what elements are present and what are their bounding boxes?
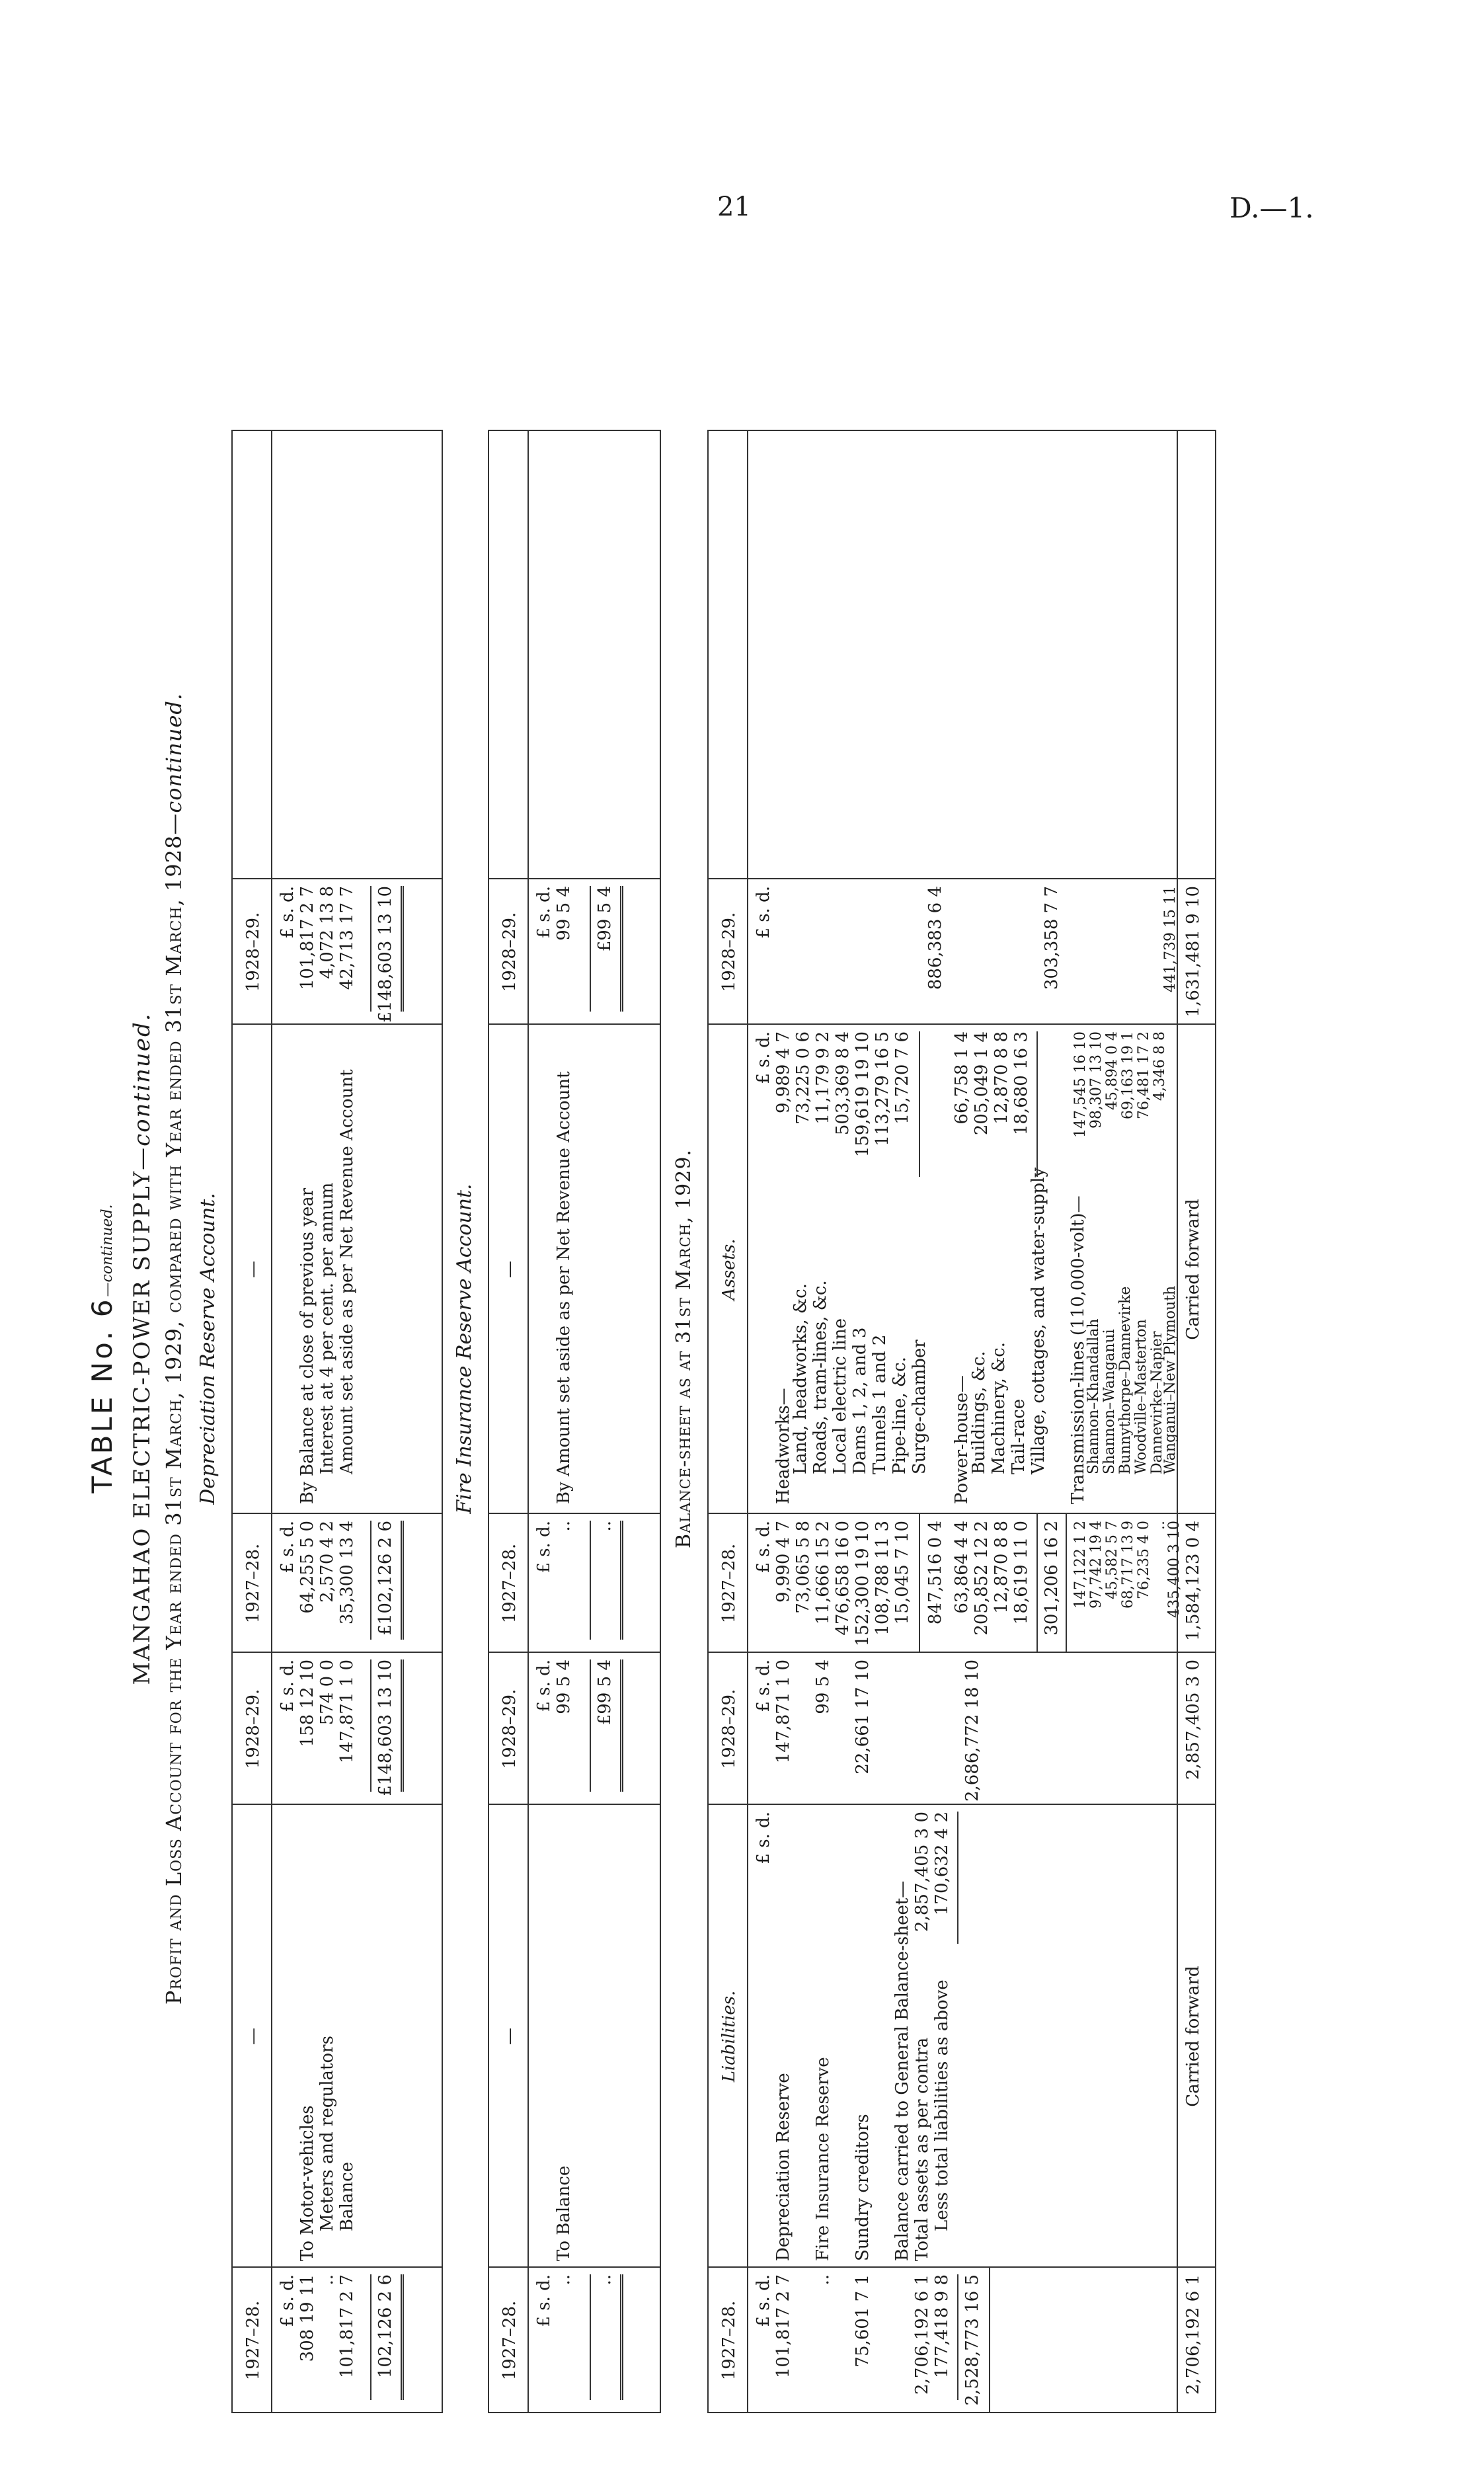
ph-prev-1: 63,864 4 4 xyxy=(952,1521,972,1614)
hw-label-3: Local electric line xyxy=(830,1318,850,1474)
dep-left-total-prev: 102,126 2 6 xyxy=(375,2274,395,2379)
liab-label-3: Sundry creditors xyxy=(853,2114,873,2261)
dep-right-label-2: Interest at 4 per cent. per annum xyxy=(317,1182,337,1474)
dep-right-prev-3: 35,300 13 4 xyxy=(337,1521,357,1625)
tl-label-1: Shannon–Khandallah xyxy=(1085,1318,1102,1474)
ph-prev-4: 18,619 11 0 xyxy=(1011,1521,1031,1625)
balance-carried-label: Balance carried to General Balance-sheet— xyxy=(892,1880,912,2261)
dep-right-curr-2: 4,072 13 8 xyxy=(317,886,337,979)
fire-right-total-prev: .. xyxy=(595,1521,615,1532)
tl-prev-3: 45,582 5 7 xyxy=(1104,1521,1120,1599)
liab-total-curr: 2,857,405 3 0 xyxy=(1183,1659,1203,1780)
total-assets-label: Total assets as per contra xyxy=(912,2037,932,2261)
dep-left-label-3: Balance xyxy=(337,2161,357,2231)
bs-liab-col-prev: 1927–28. xyxy=(719,2300,739,2381)
tl-curr-1: 147,545 16 10 xyxy=(1072,1031,1089,1138)
tl-label-2: Shannon–Wanganui xyxy=(1101,1329,1118,1474)
less-liabilities-label: Less total liabilities as above xyxy=(932,1979,952,2231)
tl-label-4: Woodville–Masterton xyxy=(1133,1319,1150,1474)
hw-prev-2: 73,065 5 8 xyxy=(793,1521,813,1614)
tl-curr-5: 76,481 17 2 xyxy=(1136,1031,1152,1119)
bs-asset-col-prev: 1927–28. xyxy=(719,1543,739,1624)
report-heading: MANGAHAO ELECTRIC-POWER SUPPLY—continued. xyxy=(129,1012,155,1685)
fire-right-label: By Amount set aside as per Net Revenue Account xyxy=(554,1071,574,1504)
fire-right-col-prev: 1927–28. xyxy=(500,1543,520,1624)
lsd-header: £ s. d. xyxy=(754,1812,773,1864)
liab-curr-2: 99 5 4 xyxy=(813,1659,833,1714)
liab-total-prev: 2,706,192 6 1 xyxy=(1183,2274,1203,2395)
fire-left-col-curr: 1928–29. xyxy=(500,1689,520,1769)
dep-right-total-prev: £102,126 2 6 xyxy=(375,1521,395,1636)
liab-curr-1: 147,871 1 0 xyxy=(773,1659,793,1764)
dep-left-prev-2: .. xyxy=(317,2274,337,2286)
dep-right-prev-1: 64,255 5 0 xyxy=(297,1521,317,1614)
liabilities-heading: Liabilities. xyxy=(719,1990,739,2083)
dep-right-col-prev: 1927–28. xyxy=(243,1543,263,1624)
hw-curr-3: 11,179 9 2 xyxy=(813,1031,833,1125)
bs-asset-col-curr: 1928–29. xyxy=(719,912,739,992)
lsd-header: £ s. d. xyxy=(754,1031,773,1084)
dep-left-curr-2: 574 0 0 xyxy=(317,1659,337,1726)
lsd-header: £ s. d. xyxy=(278,2274,297,2327)
fire-left-curr: 99 5 4 xyxy=(554,1659,574,1714)
assets-total-prev: 1,584,123 0 4 xyxy=(1183,1521,1203,1641)
dep-right-prev-2: 2,570 4 2 xyxy=(317,1521,337,1603)
dep-right-dash: — xyxy=(243,1261,263,1278)
dep-right-curr-1: 101,817 2 7 xyxy=(297,886,317,990)
lsd-header: £ s. d. xyxy=(534,1521,554,1574)
liab-prev-1: 101,817 2 7 xyxy=(773,2274,793,2379)
net-balance-curr: 2,686,772 18 10 xyxy=(962,1659,982,1802)
hw-prev-4: 476,658 16 0 xyxy=(833,1521,853,1636)
transmission-total-prev: 435,400 3 10 xyxy=(1166,1521,1183,1618)
dep-left-curr-1: 158 12 10 xyxy=(297,1659,317,1747)
tl-curr-6: 4,346 8 8 xyxy=(1152,1031,1168,1101)
powerhouse-title: Power-house— xyxy=(952,1375,972,1504)
ph-label-2: Machinery, &c. xyxy=(989,1341,1009,1474)
hw-prev-3: 11,666 15 2 xyxy=(813,1521,833,1625)
ph-curr-2: 205,049 1 4 xyxy=(972,1031,992,1136)
lsd-header: £ s. d. xyxy=(278,886,297,939)
liab-prev-2: .. xyxy=(813,2274,833,2286)
fire-insurance-title: Fire Insurance Reserve Account. xyxy=(453,1183,476,1514)
dep-left-col-prev: 1927–28. xyxy=(243,2300,263,2381)
tl-label-5: Dannevirke–Napier xyxy=(1149,1331,1165,1474)
balance-sheet-title: Balance-sheet as at 31st March, 1929. xyxy=(672,1149,695,1548)
hw-prev-5: 152,300 19 10 xyxy=(853,1521,873,1647)
total-assets-inner: 2,857,405 3 0 xyxy=(912,1812,932,1932)
ph-prev-2: 205,852 12 2 xyxy=(972,1521,992,1636)
dep-left-col-curr: 1928–29. xyxy=(243,1689,263,1769)
bs-liab-col-curr: 1928–29. xyxy=(719,1689,739,1769)
ph-curr-1: 66,758 1 4 xyxy=(952,1031,972,1125)
hw-label-7: Surge-chamber xyxy=(910,1339,929,1474)
lsd-header: £ s. d. xyxy=(754,2274,773,2327)
less-liabilities-prev: 177,418 9 8 xyxy=(932,2274,952,2379)
net-balance-prev: 2,528,773 16 5 xyxy=(962,2274,982,2406)
hw-curr-1: 9,989 4 7 xyxy=(773,1031,793,1114)
powerhouse-total-curr: 303,358 7 7 xyxy=(1042,886,1062,990)
hw-label-2: Roads, tram-lines, &c. xyxy=(810,1280,830,1474)
table-number: TABLE No. 6—continued. xyxy=(86,1204,118,1494)
hw-curr-6: 113,279 16 5 xyxy=(873,1031,892,1146)
document-reference: D.—1. xyxy=(1230,192,1314,224)
fire-left-label: To Balance xyxy=(554,2165,574,2261)
fire-right-total-curr: £99 5 4 xyxy=(595,886,615,952)
dep-right-col-curr: 1928–29. xyxy=(243,912,263,992)
less-liabilities-inner: 170,632 4 2 xyxy=(932,1812,952,1916)
fire-right-prev: .. xyxy=(554,1521,574,1532)
tl-label-3: Bunnythorpe–Dannevirke xyxy=(1117,1286,1134,1474)
assets-total-curr: 1,631,481 9 10 xyxy=(1183,886,1203,1018)
headworks-total-curr: 886,383 6 4 xyxy=(925,886,945,990)
page-number: 21 xyxy=(717,192,751,222)
hw-label-5: Tunnels 1 and 2 xyxy=(870,1334,890,1474)
ph-curr-4: 18,680 16 3 xyxy=(1011,1031,1031,1136)
lsd-header: £ s. d. xyxy=(534,886,554,939)
assets-heading: Assets. xyxy=(719,1238,739,1300)
rotated-table-page xyxy=(0,225,1256,2473)
lsd-header: £ s. d. xyxy=(754,886,773,939)
fire-left-col-prev: 1927–28. xyxy=(500,2300,520,2381)
liab-curr-3: 22,661 17 10 xyxy=(853,1659,873,1775)
liab-label-2: Fire Insurance Reserve xyxy=(813,2057,833,2261)
tl-prev-1: 147,122 1 2 xyxy=(1072,1521,1089,1609)
headworks-total-prev: 847,516 0 4 xyxy=(925,1521,945,1625)
fire-right-curr: 99 5 4 xyxy=(554,886,574,941)
dep-right-label-1: By Balance at close of previous year xyxy=(297,1187,317,1504)
hw-prev-7: 15,045 7 10 xyxy=(892,1521,912,1625)
ph-label-4: Village, cottages, and water-supply xyxy=(1029,1167,1048,1474)
dep-left-curr-3: 147,871 1 0 xyxy=(337,1659,357,1764)
hw-label-6: Pipe-line, &c. xyxy=(890,1357,910,1474)
dep-left-prev-1: 308 19 11 xyxy=(297,2274,317,2362)
hw-prev-1: 9,990 4 7 xyxy=(773,1521,793,1603)
dep-left-label-2: Meters and regulators xyxy=(317,2036,337,2231)
tl-curr-4: 69,163 19 1 xyxy=(1120,1031,1136,1119)
tl-prev-5: 76,235 4 0 xyxy=(1136,1521,1152,1599)
tl-prev-2: 97,742 19 4 xyxy=(1088,1521,1105,1609)
liab-prev-3: 75,601 7 1 xyxy=(853,2274,873,2368)
fire-right-dash: — xyxy=(500,1261,520,1278)
dep-right-total-curr: £148,603 13 10 xyxy=(375,886,395,1023)
fire-left-prev: .. xyxy=(554,2274,574,2286)
hw-curr-7: 15,720 7 6 xyxy=(892,1031,912,1125)
hw-label-4: Dams 1, 2, and 3 xyxy=(850,1327,870,1474)
tl-label-6: Wanganui–New Plymouth xyxy=(1162,1285,1179,1474)
total-assets-prev: 2,706,192 6 1 xyxy=(912,2274,932,2395)
lsd-header: £ s. d. xyxy=(534,2274,554,2327)
ph-label-1: Buildings, &c. xyxy=(969,1351,989,1474)
fire-left-total-prev: .. xyxy=(595,2274,615,2286)
hw-curr-2: 73,225 0 6 xyxy=(793,1031,813,1125)
tl-prev-4: 68,717 13 9 xyxy=(1120,1521,1136,1609)
liab-label-1: Depreciation Reserve xyxy=(773,2073,793,2261)
lsd-header: £ s. d. xyxy=(754,1521,773,1574)
fire-left-dash: — xyxy=(500,2028,520,2045)
liab-carried-forward: Carried forward xyxy=(1183,1966,1203,2107)
hw-label-1: Land, headworks, &c. xyxy=(791,1283,810,1474)
hw-curr-4: 503,369 8 4 xyxy=(833,1031,853,1136)
ph-prev-3: 12,870 8 8 xyxy=(992,1521,1011,1614)
fire-left-total-curr: £99 5 4 xyxy=(595,1659,615,1726)
tl-prev-6: .. xyxy=(1152,1521,1168,1530)
dep-right-label-3: Amount set aside as per Net Revenue Account xyxy=(337,1069,357,1474)
dep-left-total-curr: £148,603 13 10 xyxy=(375,1659,395,1796)
headworks-title: Headworks— xyxy=(773,1388,793,1504)
lsd-header: £ s. d. xyxy=(278,1521,297,1574)
ph-label-3: Tail-race xyxy=(1009,1398,1029,1474)
fire-right-col-curr: 1928–29. xyxy=(500,912,520,992)
transmission-title: Transmission-lines (110,000-volt)— xyxy=(1068,1195,1088,1504)
powerhouse-total-prev: 301,206 16 2 xyxy=(1042,1521,1062,1636)
dep-right-curr-3: 42,713 17 7 xyxy=(337,886,357,990)
depreciation-title: Depreciation Reserve Account. xyxy=(196,1193,219,1505)
tl-curr-3: 45,894 0 4 xyxy=(1104,1031,1120,1110)
tl-curr-2: 98,307 13 10 xyxy=(1088,1031,1105,1129)
lsd-header: £ s. d. xyxy=(278,1659,297,1712)
transmission-total-curr: 441,739 15 11 xyxy=(1162,886,1179,992)
hw-curr-5: 159,619 19 10 xyxy=(853,1031,873,1158)
dep-left-label-1: To Motor-vehicles xyxy=(297,2105,317,2261)
ph-curr-3: 12,870 8 8 xyxy=(992,1031,1011,1125)
dep-left-dash: — xyxy=(243,2028,263,2045)
lsd-header: £ s. d. xyxy=(534,1659,554,1712)
lsd-header: £ s. d. xyxy=(754,1659,773,1712)
assets-carried-forward: Carried forward xyxy=(1183,1199,1203,1340)
account-subheading: Profit and Loss Account for the Year ended 31st March, 1929, compared with Year ended 31st March, 1928—continued. xyxy=(161,692,186,2005)
dep-left-prev-3: 101,817 2 7 xyxy=(337,2274,357,2379)
hw-prev-6: 108,788 11 3 xyxy=(873,1521,892,1636)
